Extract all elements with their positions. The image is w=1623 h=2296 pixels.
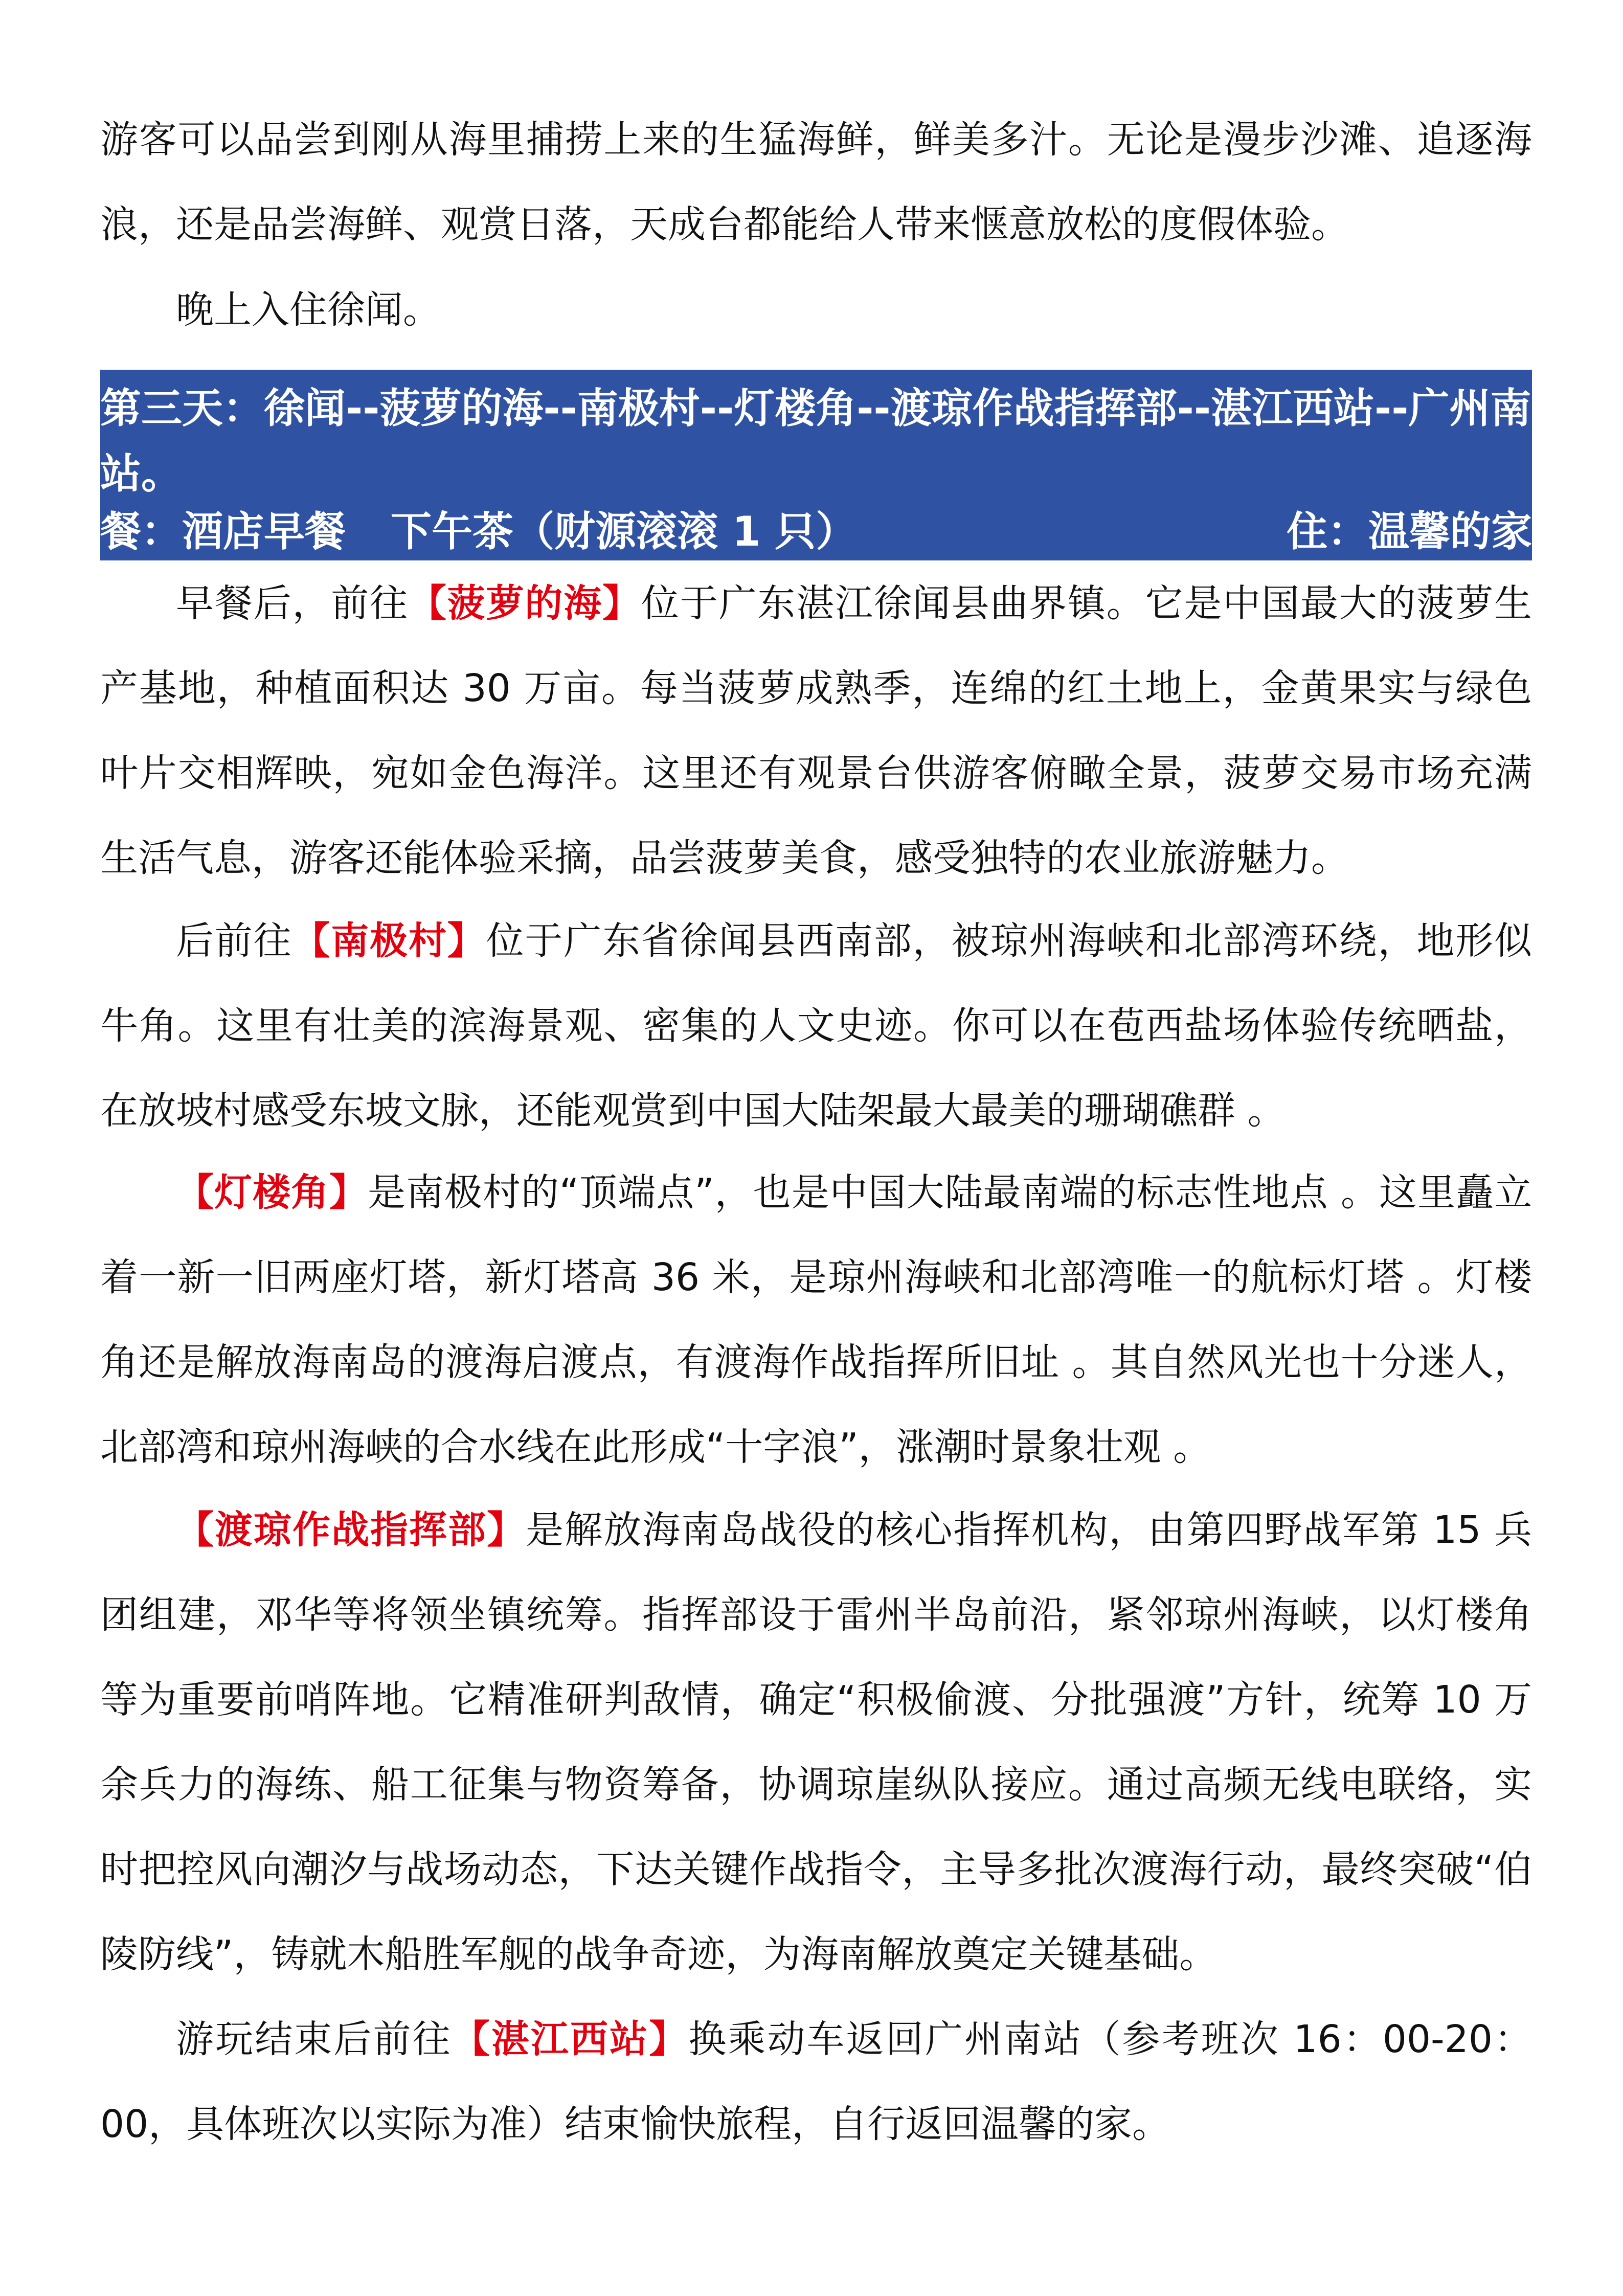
paragraph-nanji-village — [100, 898, 1532, 1153]
p5-highlight: 【湛江西站】 — [452, 2017, 689, 2061]
intro-paragraph — [100, 97, 1532, 267]
night-text: 晚上入住徐闻。 — [176, 288, 441, 332]
day3-stay: 住：温馨的家 — [1287, 508, 1532, 555]
day3-meals — [100, 504, 856, 560]
day3-title: 第三天：徐闻--菠萝的海--南极村--灯楼角--渡琼作战指挥部--湛江西站--广州南站。 — [100, 385, 1531, 498]
p4-highlight: 【渡琼作战指挥部】 — [176, 1508, 526, 1552]
meals-tea: 下午茶（财源滚滚 1 只） — [391, 508, 857, 555]
intro-text: 游客可以品尝到刚从海里捕捞上来的生猛海鲜，鲜美多汁。无论是漫步沙滩、追逐海浪，还是品尝海鲜、观赏日落，天成台都能给人带来惬意放松的度假体验。 — [100, 118, 1532, 246]
p2-post: 位于广东省徐闻县西南部，被琼州海峡和北部湾环绕，地形似牛角。这里有壮美的滨海景观、密集的人文史迹。你可以在苞西盐场体验传统晒盐，在放坡村感受东坡文脉，还能观赏到中国大陆架最大最美的珊瑚礁群 。 — [100, 919, 1532, 1133]
paragraph-zhanjiang-west — [100, 1997, 1532, 2167]
p4-post: 是解放海南岛战役的核心指挥机构，由第四野战军第 15 兵团组建，邓华等将领坐镇统筹。指挥部设于雷州半岛前沿，紧邻琼州海峡，以灯楼角等为重要前哨阵地。它精准研判敌情，确定“积极偷渡、分批强渡”方针，统筹 10 万余兵力的海练、船工征集与物资筹备，协调琼崖纵队接应。通过高频无线电联络，实时把控风向潮汐与战场动态，下达关键作战指令，主导多批次渡海行动，最终突破“伯陵防线”，铸就木船胜军舰的战争奇迹，为海南解放奠定关键基础。 — [100, 1508, 1532, 1976]
p1-highlight: 【菠萝的海】 — [408, 581, 641, 625]
p5-post: 换乘动车返回广州南站（参考班次 16：00-20：00，具体班次以实际为准）结束愉快旅程，自行返回温馨的家。 — [100, 2017, 1532, 2146]
p1-pre: 早餐后，前往 — [176, 581, 409, 625]
day3-banner — [100, 370, 1532, 560]
paragraph-denglou-cape — [100, 1150, 1532, 1490]
p2-pre: 后前往 — [176, 919, 292, 963]
paragraph-command-hq — [100, 1488, 1532, 1997]
p1-post: 位于广东湛江徐闻县曲界镇。它是中国最大的菠萝生产基地，种植面积达 30 万亩。每当菠萝成熟季，连绵的红土地上，金黄果实与绿色叶片交相辉映，宛如金色海洋。这里还有观景台供游客俯瞰全景，菠萝交易市场充满生活气息，游客还能体验采摘，品尝菠萝美食，感受独特的农业旅游魅力。 — [100, 581, 1532, 880]
p3-highlight: 【灯楼角】 — [176, 1170, 368, 1214]
p3-post: 是南极村的“顶端点”，也是中国大陆最南端的标志性地点 。这里矗立着一新一旧两座灯塔，新灯塔高 36 米，是琼州海峡和北部湾唯一的航标灯塔 。灯楼角还是解放海南岛的渡海启渡点，有渡海作战指挥所旧址 。其自然风光也十分迷人，北部湾和琼州海峡的合水线在此形成“十字浪”，涨潮时景象壮观 。 — [100, 1170, 1532, 1469]
p2-highlight: 【南极村】 — [292, 919, 486, 963]
p5-pre: 游玩结束后前往 — [176, 2017, 452, 2061]
paragraph-pineapple-sea — [100, 561, 1532, 901]
night-paragraph — [100, 267, 1532, 352]
meals-label: 餐： — [100, 508, 182, 555]
meals-breakfast: 酒店早餐 — [182, 508, 346, 555]
